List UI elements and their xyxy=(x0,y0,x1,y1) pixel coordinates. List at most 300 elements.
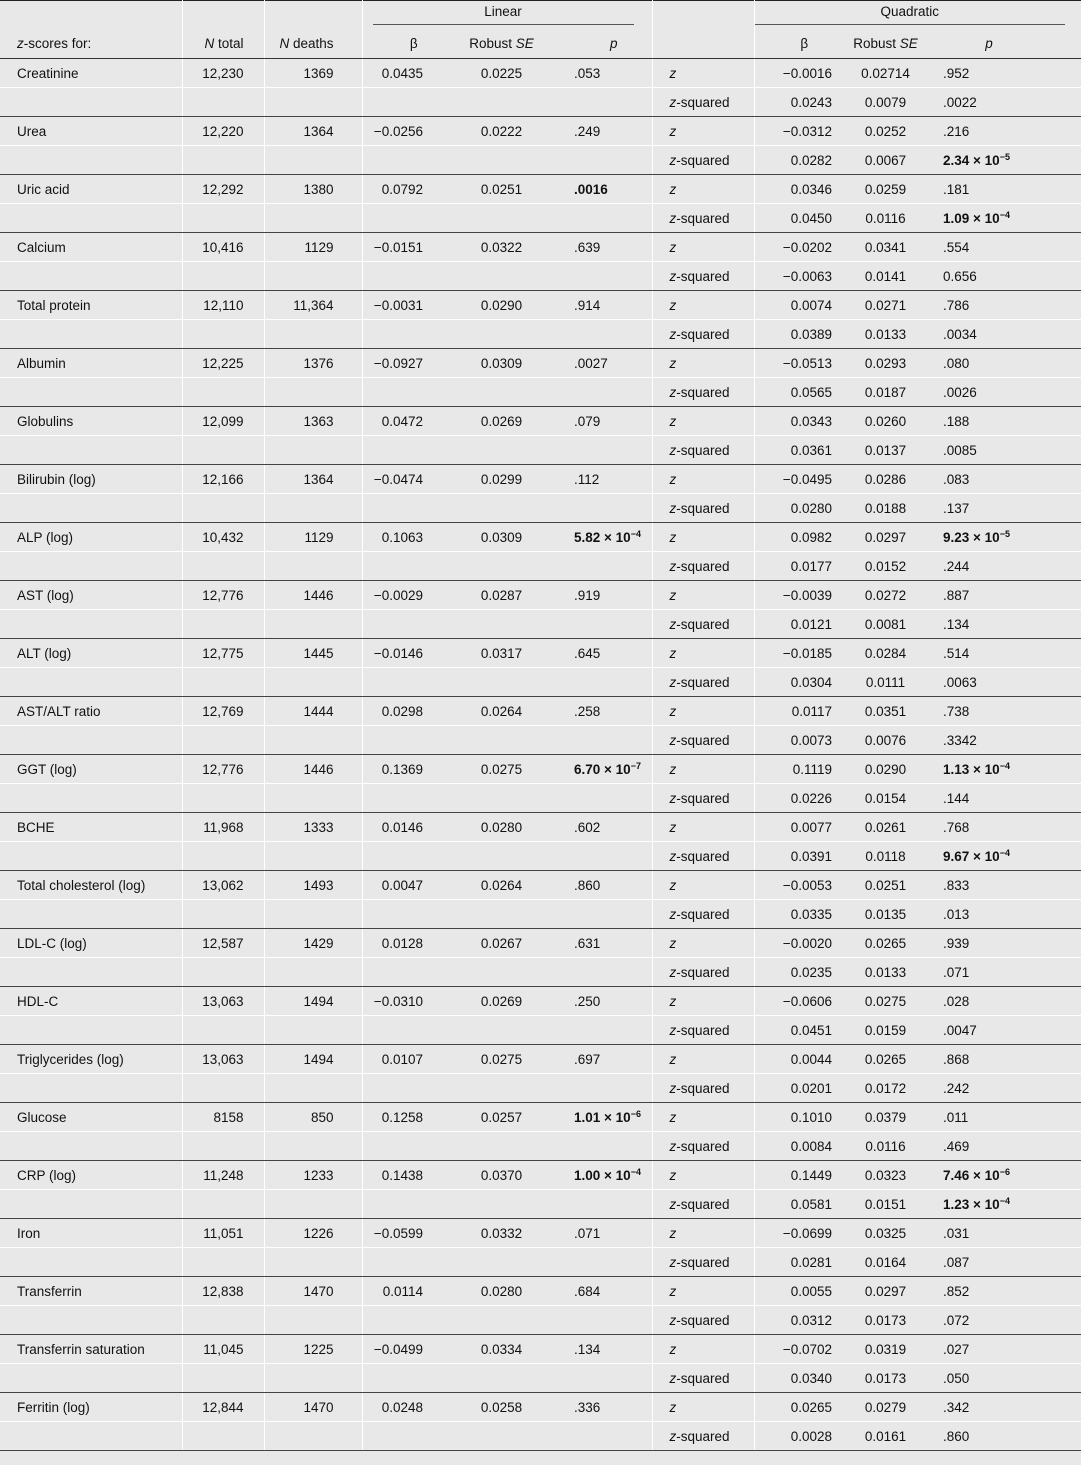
quad-se: 0.0076 xyxy=(834,726,937,755)
model-term: z xyxy=(652,639,754,668)
p-value: .071 xyxy=(943,964,970,980)
quad-se: 0.0325 xyxy=(834,1219,937,1248)
p-value: .242 xyxy=(943,1080,970,1096)
linear-beta: −0.0151 xyxy=(362,233,451,262)
linear-beta: 0.0435 xyxy=(362,59,451,88)
quad-p xyxy=(937,1219,1081,1248)
n-deaths: 1494 xyxy=(264,987,362,1016)
linear-beta: −0.0599 xyxy=(362,1219,451,1248)
quad-se: 0.0341 xyxy=(834,233,937,262)
linear-se: 0.0322 xyxy=(451,233,552,262)
quad-se: 0.0319 xyxy=(834,1335,937,1364)
p-value: .050 xyxy=(943,1370,970,1386)
quad-se: 0.0279 xyxy=(834,1393,937,1422)
table-row xyxy=(0,291,1081,320)
linear-se: 0.0317 xyxy=(451,639,552,668)
quad-p xyxy=(937,204,1081,233)
p-value: .080 xyxy=(943,355,970,371)
table-row xyxy=(0,1074,1081,1103)
p-value: .134 xyxy=(943,616,970,632)
model-term: z-squared xyxy=(652,204,754,233)
linear-p xyxy=(552,291,652,320)
p-exponent: −4 xyxy=(999,1195,1010,1206)
linear-beta: −0.0927 xyxy=(362,349,451,378)
linear-p xyxy=(552,987,652,1016)
p-value: .071 xyxy=(574,1225,601,1241)
n-deaths: 1429 xyxy=(264,929,362,958)
table-row xyxy=(0,581,1081,610)
p-value: 9.23 × 10 xyxy=(943,529,1000,545)
n-deaths: 1129 xyxy=(264,233,362,262)
quad-se: 0.0271 xyxy=(834,291,937,320)
model-term: z xyxy=(652,349,754,378)
col-quad-se-header: Robust SE xyxy=(834,30,937,59)
quad-p xyxy=(937,146,1081,175)
model-term: z-squared xyxy=(652,610,754,639)
p-exponent: −4 xyxy=(999,209,1010,220)
linear-p xyxy=(552,465,652,494)
n-deaths: 1129 xyxy=(264,523,362,552)
table-row xyxy=(0,1219,1081,1248)
quad-se: 0.0116 xyxy=(834,204,937,233)
quad-p xyxy=(937,581,1081,610)
table-row xyxy=(0,842,1081,871)
p-value: .0085 xyxy=(943,442,977,458)
model-term: z-squared xyxy=(652,784,754,813)
quad-p xyxy=(937,407,1081,436)
p-value: .144 xyxy=(943,790,970,806)
quad-se: 0.0187 xyxy=(834,378,937,407)
model-term: z xyxy=(652,987,754,1016)
p-exponent: −5 xyxy=(999,528,1010,539)
quad-p xyxy=(937,1132,1081,1161)
model-term: z-squared xyxy=(652,262,754,291)
quad-beta: 0.0055 xyxy=(754,1277,834,1306)
n-deaths: 850 xyxy=(264,1103,362,1132)
linear-se: 0.0251 xyxy=(451,175,552,204)
p-exponent: −5 xyxy=(999,151,1010,162)
table-row xyxy=(0,958,1081,987)
n-deaths: 1446 xyxy=(264,581,362,610)
p-value: .914 xyxy=(574,297,601,313)
table-row xyxy=(0,494,1081,523)
model-term: z xyxy=(652,175,754,204)
p-value: .0034 xyxy=(943,326,977,342)
linear-se: 0.0370 xyxy=(451,1161,552,1190)
table-row xyxy=(0,349,1081,378)
n-total: 12,838 xyxy=(182,1277,264,1306)
n-deaths: 1446 xyxy=(264,755,362,784)
linear-p xyxy=(552,59,652,88)
n-deaths: 1493 xyxy=(264,871,362,900)
quad-se: 0.0188 xyxy=(834,494,937,523)
quad-se: 0.0116 xyxy=(834,1132,937,1161)
p-value: .258 xyxy=(574,703,601,719)
quad-se: 0.0152 xyxy=(834,552,937,581)
quad-beta: 0.0304 xyxy=(754,668,834,697)
p-value: 1.00 × 10 xyxy=(574,1167,631,1183)
quad-beta: 0.1449 xyxy=(754,1161,834,1190)
quad-beta: 0.0028 xyxy=(754,1422,834,1451)
model-term: z-squared xyxy=(652,1422,754,1451)
model-term: z xyxy=(652,581,754,610)
linear-p xyxy=(552,1161,652,1190)
linear-se: 0.0269 xyxy=(451,987,552,1016)
quad-p xyxy=(937,291,1081,320)
quad-beta: 0.0073 xyxy=(754,726,834,755)
quad-se: 0.0067 xyxy=(834,146,937,175)
p-exponent: −6 xyxy=(630,1108,641,1119)
p-value: 1.09 × 10 xyxy=(943,210,1000,226)
quad-se: 0.0323 xyxy=(834,1161,937,1190)
linear-p xyxy=(552,523,652,552)
analyte-name: AST/ALT ratio xyxy=(0,697,182,726)
quad-se: 0.0172 xyxy=(834,1074,937,1103)
linear-se: 0.0280 xyxy=(451,813,552,842)
model-term: z-squared xyxy=(652,1074,754,1103)
linear-beta: −0.0474 xyxy=(362,465,451,494)
quad-se: 0.0297 xyxy=(834,1277,937,1306)
n-total: 12,110 xyxy=(182,291,264,320)
linear-p xyxy=(552,1103,652,1132)
quad-p xyxy=(937,900,1081,929)
p-value: .0063 xyxy=(943,674,977,690)
n-total: 13,063 xyxy=(182,1045,264,1074)
linear-beta: −0.0031 xyxy=(362,291,451,320)
n-deaths: 1494 xyxy=(264,1045,362,1074)
p-value: .639 xyxy=(574,239,601,255)
quad-se: 0.0137 xyxy=(834,436,937,465)
quad-beta: 0.0451 xyxy=(754,1016,834,1045)
linear-p xyxy=(552,1045,652,1074)
linear-p xyxy=(552,233,652,262)
linear-p xyxy=(552,407,652,436)
model-term: z xyxy=(652,59,754,88)
analyte-name: Albumin xyxy=(0,349,182,378)
table-row xyxy=(0,88,1081,117)
p-value: 7.46 × 10 xyxy=(943,1167,1000,1183)
quad-se: 0.02714 xyxy=(834,59,937,88)
table-row xyxy=(0,1132,1081,1161)
model-term: z-squared xyxy=(652,668,754,697)
n-total: 12,775 xyxy=(182,639,264,668)
quad-p xyxy=(937,668,1081,697)
quad-se: 0.0081 xyxy=(834,610,937,639)
analyte-name: Glucose xyxy=(0,1103,182,1132)
table-row xyxy=(0,1422,1081,1451)
quad-beta: −0.0312 xyxy=(754,117,834,146)
n-total: 12,099 xyxy=(182,407,264,436)
p-value: .0047 xyxy=(943,1022,977,1038)
table-row xyxy=(0,523,1081,552)
model-term: z xyxy=(652,1103,754,1132)
model-term: z-squared xyxy=(652,1132,754,1161)
quad-p xyxy=(937,755,1081,784)
quad-p xyxy=(937,929,1081,958)
linear-se: 0.0299 xyxy=(451,465,552,494)
n-total: 12,292 xyxy=(182,175,264,204)
table-row xyxy=(0,1277,1081,1306)
quad-beta: −0.0185 xyxy=(754,639,834,668)
analyte-name: BCHE xyxy=(0,813,182,842)
p-value: .939 xyxy=(943,935,970,951)
quad-p xyxy=(937,494,1081,523)
model-term: z-squared xyxy=(652,1364,754,1393)
model-term: z xyxy=(652,1219,754,1248)
quad-se: 0.0161 xyxy=(834,1422,937,1451)
quad-p xyxy=(937,1161,1081,1190)
n-total: 12,230 xyxy=(182,59,264,88)
quad-p xyxy=(937,1422,1081,1451)
n-total: 12,220 xyxy=(182,117,264,146)
n-deaths: 1445 xyxy=(264,639,362,668)
quad-p xyxy=(937,726,1081,755)
linear-se: 0.0309 xyxy=(451,523,552,552)
quad-se: 0.0079 xyxy=(834,88,937,117)
model-term: z xyxy=(652,117,754,146)
quad-p xyxy=(937,378,1081,407)
p-value: 1.01 × 10 xyxy=(574,1109,631,1125)
table-row xyxy=(0,233,1081,262)
p-value: .137 xyxy=(943,500,970,516)
n-total: 12,166 xyxy=(182,465,264,494)
quad-p xyxy=(937,1045,1081,1074)
p-value: .868 xyxy=(943,1051,970,1067)
model-term: z xyxy=(652,929,754,958)
p-value: .738 xyxy=(943,703,970,719)
quad-beta: 0.0312 xyxy=(754,1306,834,1335)
quad-se: 0.0297 xyxy=(834,523,937,552)
n-deaths: 1376 xyxy=(264,349,362,378)
p-value: .469 xyxy=(943,1138,970,1154)
linear-p xyxy=(552,1335,652,1364)
linear-p xyxy=(552,117,652,146)
quad-p xyxy=(937,697,1081,726)
quad-beta: 0.0389 xyxy=(754,320,834,349)
quad-beta: 0.0235 xyxy=(754,958,834,987)
quad-beta: 0.0074 xyxy=(754,291,834,320)
quad-p xyxy=(937,117,1081,146)
model-term: z xyxy=(652,697,754,726)
p-value: .860 xyxy=(574,877,601,893)
analyte-name: Transferrin saturation xyxy=(0,1335,182,1364)
p-value: .0026 xyxy=(943,384,977,400)
n-deaths: 1226 xyxy=(264,1219,362,1248)
p-value: .852 xyxy=(943,1283,970,1299)
quad-se: 0.0135 xyxy=(834,900,937,929)
quad-beta: 0.0565 xyxy=(754,378,834,407)
n-deaths: 1225 xyxy=(264,1335,362,1364)
table-row xyxy=(0,755,1081,784)
quad-p xyxy=(937,958,1081,987)
model-term: z-squared xyxy=(652,378,754,407)
quad-se: 0.0265 xyxy=(834,929,937,958)
table-row xyxy=(0,378,1081,407)
n-total: 12,844 xyxy=(182,1393,264,1422)
quad-beta: 0.0982 xyxy=(754,523,834,552)
quad-p xyxy=(937,813,1081,842)
n-total: 12,769 xyxy=(182,697,264,726)
linear-se: 0.0269 xyxy=(451,407,552,436)
quad-p xyxy=(937,436,1081,465)
quad-se: 0.0159 xyxy=(834,1016,937,1045)
linear-se: 0.0267 xyxy=(451,929,552,958)
quad-beta: 0.0282 xyxy=(754,146,834,175)
linear-se: 0.0258 xyxy=(451,1393,552,1422)
model-term: z-squared xyxy=(652,320,754,349)
n-total: 13,062 xyxy=(182,871,264,900)
linear-se: 0.0334 xyxy=(451,1335,552,1364)
linear-beta: −0.0256 xyxy=(362,117,451,146)
n-total: 10,416 xyxy=(182,233,264,262)
model-term: z-squared xyxy=(652,1190,754,1219)
analyte-name: Uric acid xyxy=(0,175,182,204)
linear-p xyxy=(552,755,652,784)
p-value: .514 xyxy=(943,645,970,661)
analyte-name: Transferrin xyxy=(0,1277,182,1306)
table-row xyxy=(0,117,1081,146)
n-deaths: 1363 xyxy=(264,407,362,436)
linear-p xyxy=(552,929,652,958)
quad-p xyxy=(937,88,1081,117)
table-row xyxy=(0,1364,1081,1393)
table-row xyxy=(0,407,1081,436)
quad-beta: −0.0702 xyxy=(754,1335,834,1364)
p-value: .011 xyxy=(943,1109,969,1125)
table-row xyxy=(0,871,1081,900)
p-value: .645 xyxy=(574,645,601,661)
linear-p xyxy=(552,1277,652,1306)
linear-beta: −0.0146 xyxy=(362,639,451,668)
linear-beta: 0.1258 xyxy=(362,1103,451,1132)
model-term: z-squared xyxy=(652,552,754,581)
quad-beta: 0.0117 xyxy=(754,697,834,726)
quad-p xyxy=(937,262,1081,291)
quad-beta: 0.0044 xyxy=(754,1045,834,1074)
quad-se: 0.0351 xyxy=(834,697,937,726)
linear-se: 0.0225 xyxy=(451,59,552,88)
table-row xyxy=(0,900,1081,929)
quad-beta: −0.0053 xyxy=(754,871,834,900)
quad-beta: −0.0699 xyxy=(754,1219,834,1248)
quad-p xyxy=(937,1364,1081,1393)
analyte-name: HDL-C xyxy=(0,987,182,1016)
col-lin-p-header: p xyxy=(552,30,652,59)
analyte-name: Bilirubin (log) xyxy=(0,465,182,494)
table-row xyxy=(0,465,1081,494)
linear-se: 0.0332 xyxy=(451,1219,552,1248)
p-exponent: −4 xyxy=(999,760,1010,771)
model-term: z xyxy=(652,813,754,842)
p-value: .134 xyxy=(574,1341,601,1357)
table-row xyxy=(0,1393,1081,1422)
p-value: .249 xyxy=(574,123,601,139)
table-row xyxy=(0,1306,1081,1335)
linear-se: 0.0264 xyxy=(451,697,552,726)
n-total: 11,968 xyxy=(182,813,264,842)
p-exponent: −4 xyxy=(630,528,641,539)
table-row xyxy=(0,1103,1081,1132)
analyte-name: ALP (log) xyxy=(0,523,182,552)
quad-beta: 0.0581 xyxy=(754,1190,834,1219)
n-total: 13,063 xyxy=(182,987,264,1016)
linear-p xyxy=(552,1219,652,1248)
p-value: .3342 xyxy=(943,732,977,748)
p-value: .112 xyxy=(574,471,600,487)
table-row xyxy=(0,552,1081,581)
linear-beta: 0.0792 xyxy=(362,175,451,204)
p-value: .554 xyxy=(943,239,970,255)
analyte-name: GGT (log) xyxy=(0,755,182,784)
analyte-name: Triglycerides (log) xyxy=(0,1045,182,1074)
p-value: .336 xyxy=(574,1399,601,1415)
n-total: 11,045 xyxy=(182,1335,264,1364)
model-term: z-squared xyxy=(652,436,754,465)
linear-beta: 0.0248 xyxy=(362,1393,451,1422)
analyte-name: Ferritin (log) xyxy=(0,1393,182,1422)
table-row xyxy=(0,59,1081,88)
quad-beta: 0.0335 xyxy=(754,900,834,929)
quad-p xyxy=(937,1190,1081,1219)
table-body xyxy=(0,59,1081,1451)
quad-p xyxy=(937,552,1081,581)
n-total: 8158 xyxy=(182,1103,264,1132)
quad-se: 0.0133 xyxy=(834,958,937,987)
model-term: z xyxy=(652,465,754,494)
table-row xyxy=(0,1335,1081,1364)
quad-p xyxy=(937,349,1081,378)
quad-beta: 0.0280 xyxy=(754,494,834,523)
linear-p xyxy=(552,175,652,204)
quad-p xyxy=(937,610,1081,639)
analyte-name: Total cholesterol (log) xyxy=(0,871,182,900)
p-value: .684 xyxy=(574,1283,601,1299)
p-value: .053 xyxy=(574,65,601,81)
col-quad-p-header: p xyxy=(937,30,1081,59)
table-row xyxy=(0,204,1081,233)
col-lin-se-header: Robust SE xyxy=(451,30,552,59)
p-value: .072 xyxy=(943,1312,970,1328)
quad-beta: 0.0343 xyxy=(754,407,834,436)
quad-se: 0.0111 xyxy=(834,668,937,697)
analyte-name: Urea xyxy=(0,117,182,146)
p-value: .083 xyxy=(943,471,970,487)
model-term: z-squared xyxy=(652,900,754,929)
linear-beta: −0.0499 xyxy=(362,1335,451,1364)
linear-beta: 0.0114 xyxy=(362,1277,451,1306)
quad-beta: 0.0177 xyxy=(754,552,834,581)
quad-beta: 0.0201 xyxy=(754,1074,834,1103)
p-value: .697 xyxy=(574,1051,601,1067)
p-value: .602 xyxy=(574,819,601,835)
p-value: .631 xyxy=(574,935,601,951)
quad-beta: 0.0361 xyxy=(754,436,834,465)
quad-se: 0.0252 xyxy=(834,117,937,146)
quad-p xyxy=(937,523,1081,552)
analyte-name: LDL-C (log) xyxy=(0,929,182,958)
p-value: .013 xyxy=(943,906,970,922)
p-value: 5.82 × 10 xyxy=(574,529,631,545)
col-n-total-header: N total xyxy=(182,30,264,59)
quad-se: 0.0290 xyxy=(834,755,937,784)
quad-se: 0.0141 xyxy=(834,262,937,291)
analyte-name: Globulins xyxy=(0,407,182,436)
quad-se: 0.0265 xyxy=(834,1045,937,1074)
linear-group-header: Linear xyxy=(362,1,652,30)
linear-beta: 0.0047 xyxy=(362,871,451,900)
quad-p xyxy=(937,639,1081,668)
table-row xyxy=(0,1161,1081,1190)
